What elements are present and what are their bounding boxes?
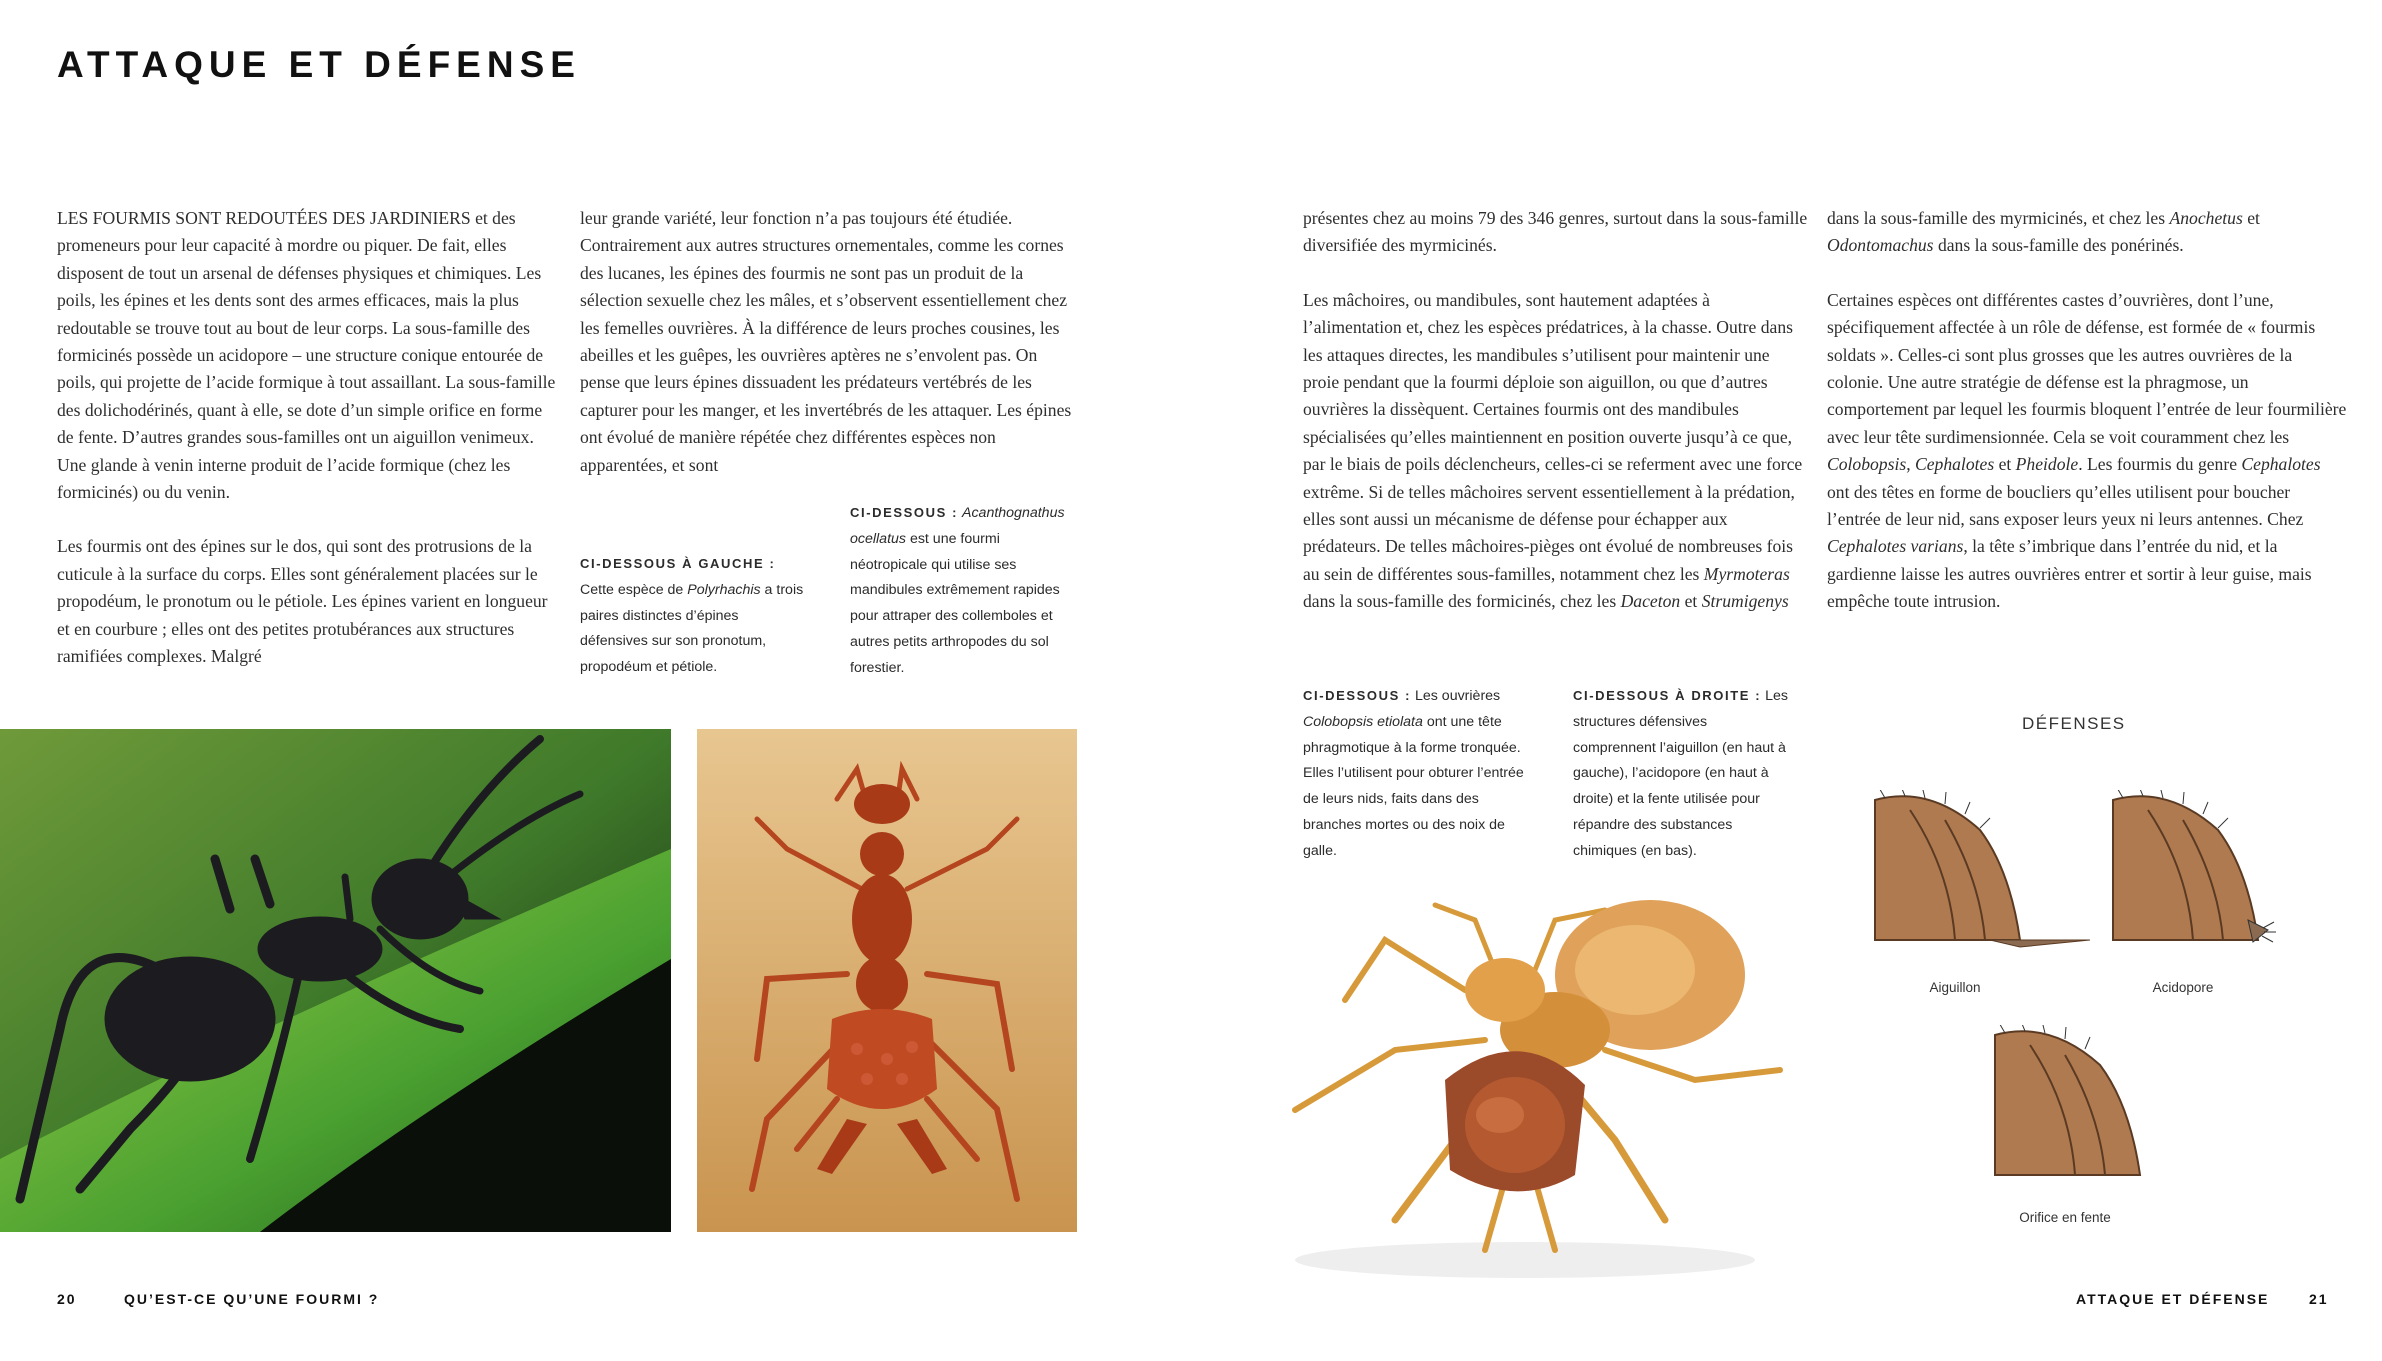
caption-label: CI-DESSOUS À DROITE :: [1573, 688, 1762, 703]
paragraph: LES FOURMIS SONT REDOUTÉES DES JARDINIERS et des promeneurs pour leur capacité à mordre ou piquer. De fait, elles disposent de tout un arsenal de défenses physiques et chimiques. Les poils, les épines et les dents sont des armes efficaces, mais la plus redoutable se trouve tout au bout de leur corps. La sous-famille des formicinés possède un acidopore – une structure conique entourée de poils, qui projette de l’acide formique à tout assaillant. La sous-famille des dolichodérinés, quant à elle, se dote d’un simple orifice en forme de fente. D’autres grandes sous-familles ont un aiguillon venimeux. Une glande à venin interne produit de l’acide formique (chez les formicinés) ou du venin.: [57, 208, 556, 503]
paragraph: présentes chez au moins 79 des 346 genres, surtout dans la sous-famille diversifiée des myrmicinés.: [1303, 208, 1808, 256]
caption-right-photo: CI-DESSOUS : Acanthognathus ocellatus est une fourmi néotropicale qui utilise ses mandibules extrêmement rapides pour attraper des collemboles et autres petits arthropodes du sol forestier.: [850, 505, 1065, 676]
label-aiguillon: Aiguillon: [1929, 980, 1981, 995]
text-column-2: [580, 205, 1080, 506]
photo-image: [697, 729, 1077, 1232]
slit-illustration: [1990, 1025, 2165, 1210]
paragraph: Certaines espèces ont différentes castes d’ouvrières, dont l’une, spécifiquement affectée à un rôle de défense, est formée de « fourmis soldats ». Celles-ci sont plus grosses que les autres ouvrières de la colonie. Une autre stratégie de défense est la phragmose, un comportement par lequel les fourmis bloquent l’entrée de leur fourmilière avec leur tête surdimensionnée. Cela se voit couramment chez les Colobopsis, Cephalotes et Pheidole. Les fourmis du genre Cephalotes ont des têtes en forme de boucliers qu’elles utilisent pour boucher l’entrée de leur nid, sans exposer leurs yeux ni leurs antennes. Chez Cephalotes varians, la tête s’imbrique dans l’entrée du nid, et la gardienne laisse les autres ouvrières entrer et sortir à leur guise, mais empêche toute intrusion.: [1827, 289, 2347, 612]
stinger-illustration: [1870, 790, 2090, 980]
photo-colobopsis-ant: [1235, 880, 1815, 1290]
text-column-3: [1303, 205, 1808, 643]
photo-image: [0, 729, 671, 1232]
running-head-right: ATTAQUE ET DÉFENSE: [2076, 1291, 2270, 1307]
acidopore-illustration: [2108, 790, 2278, 980]
page-number-right: 21: [2309, 1291, 2329, 1307]
caption-label: CI-DESSOUS À GAUCHE :: [580, 556, 776, 571]
caption-defenses: CI-DESSOUS À DROITE : Les structures défensives comprennent l’aiguillon (en haut à gauche), l’acidopore (en haut à droite) et la fente utilisée pour répandre des substances chimiques (en bas).: [1573, 688, 1788, 859]
paragraph: dans la sous-famille des myrmicinés, et chez les Anochetus et Odontomachus dans la sous-famille des ponérinés.: [1827, 208, 2260, 256]
caption-label: CI-DESSOUS :: [850, 505, 959, 520]
running-head-left: QU’EST-CE QU’UNE FOURMI ?: [124, 1291, 380, 1307]
caption-label: CI-DESSOUS :: [1303, 688, 1412, 703]
caption-phragmotic-ant: CI-DESSOUS : Les ouvrières Colobopsis etiolata ont une tête phragmotique à la forme tronquée. Elles l’utilisent pour obturer l’entrée de leurs nids, faits dans des branches mortes ou des noix de galle.: [1303, 688, 1524, 859]
page-number-left: 20: [57, 1291, 77, 1307]
diagram-title: DÉFENSES: [2022, 714, 2126, 733]
lead-in: LES FOURMIS SONT REDOUTÉES DES JARDINIERS: [57, 208, 471, 228]
diagram-stinger: [1870, 790, 2090, 980]
caption-left-photo: CI-DESSOUS À GAUCHE : Cette espèce de Polyrhachis a trois paires distinctes d’épines défensives sur son pronotum, propodéum et pétiole.: [580, 556, 804, 676]
photo-polyrhachis-ant: [0, 729, 671, 1232]
photo-image: [1235, 880, 1815, 1290]
diagram-acidopore: [2108, 790, 2278, 980]
text-column-4: [1827, 205, 2347, 643]
paragraph: Les fourmis ont des épines sur le dos, qui sont des protrusions de la cuticule à la surface du corps. Elles sont généralement placées sur le propodéum, le pronotum ou le pétiole. Les épines varient en longueur et en courbure ; elles ont des petites protubérances aux structures ramifiées complexes. Malgré: [57, 536, 548, 667]
text-column-1: [57, 205, 557, 698]
diagram-slit: [1990, 1025, 2165, 1210]
label-orifice-en-fente: Orifice en fente: [2019, 1210, 2111, 1225]
paragraph: Les mâchoires, ou mandibules, sont hautement adaptées à l’alimentation et, chez les espèces prédatrices, à la chasse. Outre dans les attaques directes, les mandibules s’utilisent pour maintenir une proie pendant que la fourmi déploie son aiguillon, ou que d’autres ouvrières la dissèquent. Certaines fourmis ont des mandibules spécialisées qu’elles maintiennent en position ouverte jusqu’à ce que, par le biais de poils déclencheurs, celles-ci se referment avec une force extrême. Si de telles mâchoires servent essentiellement à la prédation, elles sont aussi un mécanisme de défense pour échapper aux prédateurs. De telles mâchoires-pièges ont évolué de nombreuses fois au sein de différentes sous-familles, notamment chez les Myrmoteras dans la sous-famille des formicinés, chez les Daceton et Strumigenys: [1303, 289, 1803, 612]
photo-acanthognathus-ant: [697, 729, 1077, 1232]
label-acidopore: Acidopore: [2152, 980, 2214, 995]
page-title: ATTAQUE ET DÉFENSE: [57, 44, 581, 85]
paragraph: leur grande variété, leur fonction n’a pas toujours été étudiée. Contrairement aux autres structures ornementales, comme les cornes des lucanes, les épines des fourmis ne sont pas un produit de la sélection sexuelle chez les mâles, et s’observent essentiellement chez les femelles ouvrières. À la différence de leurs proches cousines, les abeilles et les guêpes, les ouvrières aptères ne s’envolent pas. On pense que leurs épines dissuadent les prédateurs vertébrés de les capturer pour les manger, et les invertébrés de les attaquer. Les épines ont évolué de manière répétée chez différentes espèces non apparentées, et sont: [580, 208, 1072, 475]
